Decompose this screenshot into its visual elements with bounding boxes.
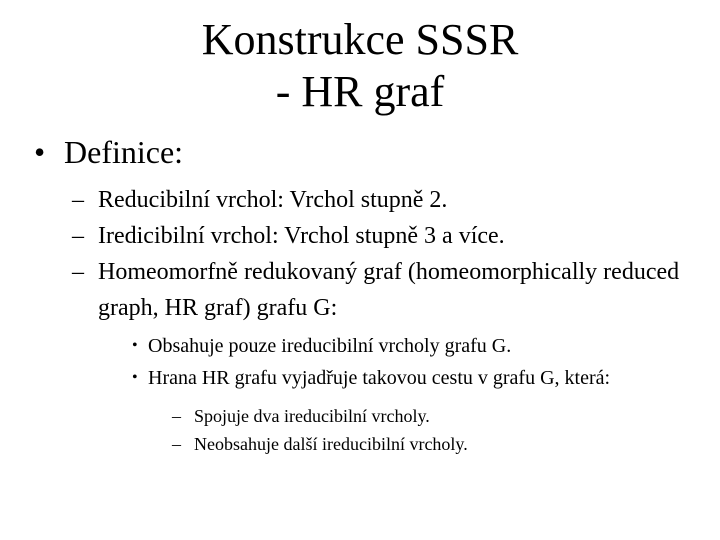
slide-title xyxy=(0,14,720,118)
item-text: Iredicibilní vrchol: Vrchol stupně 3 a více. xyxy=(98,223,505,249)
list-item xyxy=(72,218,704,254)
item-text: Reducibilní vrchol: Vrchol stupně 2. xyxy=(98,187,448,213)
sub-item-text: Hrana HR grafu vyjadřuje takovou cestu v grafu G, která: xyxy=(148,367,611,389)
list-item xyxy=(72,182,704,218)
sub-list-item xyxy=(132,330,704,362)
title-line-2: - HR graf xyxy=(275,67,445,116)
dash-marker: – xyxy=(172,434,181,454)
item-text: Homeomorfně redukovaný graf (homeomorphically reduced graph, HR graf) grafu G: xyxy=(98,259,680,321)
sub-sub-item-text: Spojuje dva ireducibilní vrcholy. xyxy=(194,406,430,426)
list-item xyxy=(72,254,704,326)
dash-marker: – xyxy=(72,187,84,213)
dot-marker: • xyxy=(132,369,138,386)
dash-marker: – xyxy=(172,406,181,426)
dot-marker: • xyxy=(132,337,138,354)
sub-sub-item-text: Neobsahuje další ireducibilní vrcholy. xyxy=(194,434,468,454)
dash-marker: – xyxy=(72,223,84,249)
sub-item-text: Obsahuje pouze ireducibilní vrcholy grafu G. xyxy=(148,335,512,357)
sub-list-item xyxy=(132,362,704,394)
definition-label: Definice: xyxy=(64,134,184,170)
sub-list xyxy=(72,330,704,458)
sub-sub-list xyxy=(132,402,704,458)
title-line-1: Konstrukce SSSR xyxy=(201,15,519,64)
sub-sub-list-item xyxy=(172,402,704,430)
sub-sub-list-item xyxy=(172,430,704,458)
slide-content xyxy=(34,132,704,458)
dash-marker: – xyxy=(72,259,84,285)
bullet-definition xyxy=(34,132,704,172)
definition-list xyxy=(34,182,704,458)
bullet-marker: • xyxy=(34,134,46,170)
